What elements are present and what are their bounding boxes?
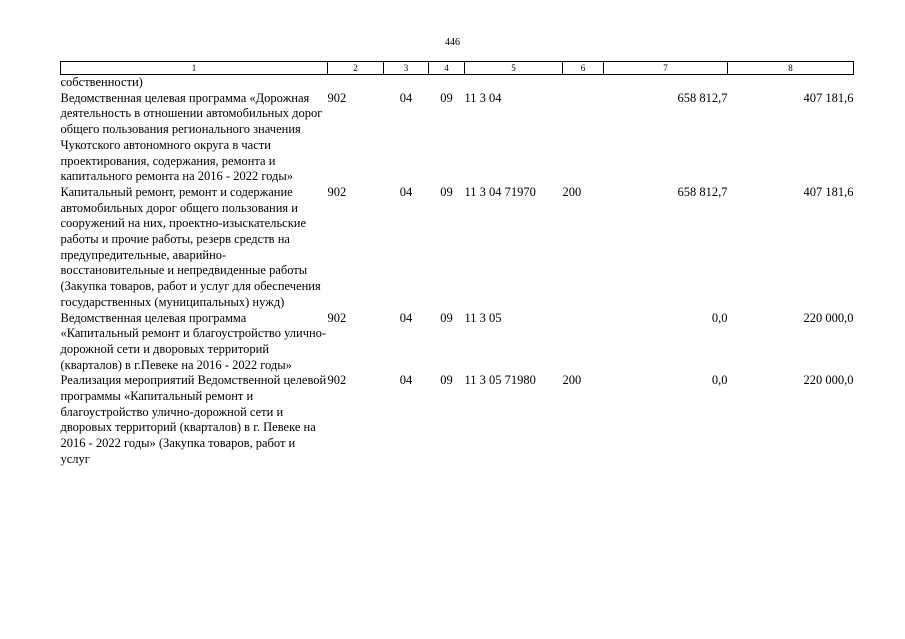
- row-col-3: 04: [399, 373, 413, 388]
- row-col-8: [728, 75, 854, 91]
- column-header-6: 6: [563, 62, 604, 75]
- row-col-4: 09: [440, 90, 453, 105]
- row-col-4: [429, 75, 465, 91]
- row-name: Ведомственная целевая программа «Капитальный ремонт и благоустройство улично-дорожной сети и дворовых территорий (кварталов) в г.Певеке на 2016 - 2022 годы»: [60, 310, 327, 372]
- row-col-3: 04: [399, 90, 413, 105]
- row-col-2: 902: [327, 90, 347, 105]
- row-col-7: 658 812,7: [677, 90, 728, 105]
- row-col-7: 0,0: [711, 310, 728, 325]
- row-name: собственности): [60, 75, 143, 89]
- column-header-1: 1: [61, 62, 328, 75]
- row-col-8: 220 000,0: [803, 373, 854, 388]
- row-col-7: [604, 75, 728, 91]
- column-header-4: 4: [429, 62, 465, 75]
- column-number-header: [61, 62, 854, 75]
- row-col-2: 902: [327, 184, 347, 199]
- row-col-8: 407 181,6: [803, 90, 854, 105]
- column-header-8: 8: [728, 62, 854, 75]
- row-col-4: 09: [440, 310, 453, 325]
- row-col-6: [563, 311, 604, 374]
- row-col-2: 902: [327, 310, 347, 325]
- page-number: 446: [445, 37, 460, 48]
- column-header-7: 7: [604, 62, 728, 75]
- column-header-2: 2: [328, 62, 384, 75]
- table-row: [61, 373, 854, 467]
- row-col-5: 11 3 04 71970: [464, 184, 536, 199]
- row-col-6: 200: [562, 184, 582, 199]
- row-col-3: [384, 75, 429, 91]
- column-header-5: 5: [465, 62, 563, 75]
- row-col-2: 902: [327, 373, 347, 388]
- row-col-2: [328, 75, 384, 91]
- row-col-6: 200: [562, 373, 582, 388]
- row-col-6: [563, 75, 604, 91]
- table-row: [61, 185, 854, 311]
- row-col-7: 0,0: [711, 373, 728, 388]
- row-col-3: 04: [399, 310, 413, 325]
- row-col-4: 09: [440, 184, 453, 199]
- row-col-5: [465, 75, 563, 91]
- row-name: Реализация мероприятий Ведомственной целевой программы «Капитальный ремонт и благоустройство улично-дорожной сети и дворовых территорий (кварталов) в г. Певеке на 2016 - 2022 годы» (Закупка товаров, работ и услуг: [60, 373, 327, 466]
- row-col-5: 11 3 05: [464, 310, 502, 325]
- budget-table: [60, 61, 854, 468]
- table-row: [61, 311, 854, 374]
- row-col-4: 09: [440, 373, 453, 388]
- row-name: Капитальный ремонт, ремонт и содержание автомобильных дорог общего пользования и сооружений на них, проектно-изыскательские работы и прочие работы, резерв средств на предупредительные, аварийно-восстановительные и непредвиденные работы (Закупка товаров, работ и услуг для обеспечения государственных (муниципальных) нужд): [60, 184, 321, 309]
- table-row: [61, 75, 854, 91]
- row-col-7: 658 812,7: [677, 184, 728, 199]
- row-col-5: 11 3 05 71980: [464, 373, 536, 388]
- row-col-5: 11 3 04: [464, 90, 502, 105]
- table-row: [61, 91, 854, 185]
- row-name: Ведомственная целевая программа «Дорожная деятельность в отношении автомобильных дорог общего пользования регионального значения Чукотского автономного округа в части проектирования, содержания, ремонта и капитального ремонта на 2016 - 2022 годы»: [60, 90, 323, 184]
- row-col-8: 407 181,6: [803, 184, 854, 199]
- row-col-6: [563, 91, 604, 185]
- column-header-3: 3: [384, 62, 429, 75]
- row-col-3: 04: [399, 184, 413, 199]
- row-col-8: 220 000,0: [803, 310, 854, 325]
